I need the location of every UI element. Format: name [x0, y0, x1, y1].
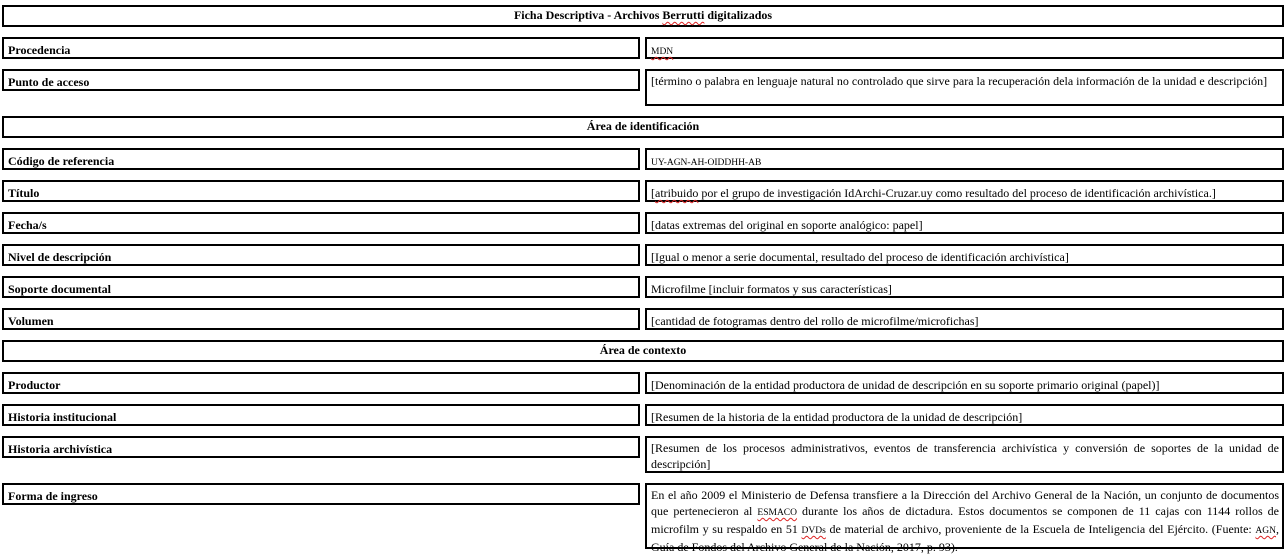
forma-ingreso-label: Forma de ingreso: [2, 483, 640, 505]
procedencia-text: MDN: [651, 47, 674, 57]
section-contexto-header: Área de contexto: [2, 340, 1284, 362]
forma-ingreso-agn: AGN: [1255, 526, 1277, 536]
fecha-value: [datas extremas del original en soporte analógico: papel]: [645, 212, 1284, 234]
historia-institucional-label: Historia institucional: [2, 404, 640, 426]
procedencia-label: Procedencia: [2, 37, 640, 59]
forma-ingreso-text-4: , Guía de Fondos del Archivo General de la Nación, 2017, p. 93).: [651, 522, 1280, 554]
historia-archivistica-value: [Resumen de los procesos administrativos, eventos de transferencia archivística y conversión de soportes de la unidad de descripción]: [645, 436, 1284, 473]
sheet-title-prefix: Ficha Descriptiva - Archivos: [513, 8, 663, 22]
sheet-title: [2, 5, 1284, 27]
punto-acceso-label: Punto de acceso: [2, 69, 640, 91]
nivel-value: [Igual o menor a serie documental, resultado del proceso de identificación archivística]: [645, 244, 1284, 266]
volumen-value: [cantidad de fotogramas dentro del rollo de microfilme/microfichas]: [645, 308, 1284, 330]
codigo-value: [645, 148, 1284, 170]
fecha-label: Fecha/s: [2, 212, 640, 234]
productor-label: Productor: [2, 372, 640, 394]
forma-ingreso-value: [645, 483, 1284, 554]
titulo-rest: por el grupo de investigación IdArchi-Cruzar.uy como resultado del proceso de identificación archivística.]: [698, 186, 1216, 200]
punto-acceso-value: [término o palabra en lenguaje natural no controlado que sirve para la recuperación dela información de la unidad e descripción]: [645, 69, 1284, 106]
historia-institucional-value: [Resumen de la historia de la entidad productora de la unidad de descripción]: [645, 404, 1284, 426]
forma-ingreso-dvds: DVDs: [801, 526, 826, 536]
codigo-label: Código de referencia: [2, 148, 640, 170]
forma-ingreso-text-2: durante los años de dictadura. Estos documentos se componen de 11 cajas con 1144 rollos de microfilm y su respaldo en 51: [651, 504, 1279, 536]
soporte-value: Microfilme [incluir formatos y sus características]: [645, 276, 1284, 298]
procedencia-value: [645, 37, 1284, 59]
codigo-text: UY-AGN-AH-OIDDHH-AB: [651, 158, 762, 168]
forma-ingreso-esmaco: ESMACO: [757, 508, 797, 518]
forma-ingreso-text-3: de material de archivo, proveniente de la Escuela de Inteligencia del Ejército. (Fuente:: [825, 522, 1256, 536]
titulo-value: [645, 180, 1284, 202]
nivel-label: Nivel de descripción: [2, 244, 640, 266]
titulo-label: Título: [2, 180, 640, 202]
sheet-title-name: Berrutti: [662, 8, 705, 22]
sheet-title-suffix: digitalizados: [704, 8, 773, 22]
titulo-word: atribuido: [655, 186, 699, 200]
titulo-open: [: [651, 186, 655, 200]
forma-ingreso-text-1: En el año 2009 el Ministerio de Defensa transfiere a la Dirección del Archivo General de la Nación, un conjunto de documentos que pertenecieron al: [651, 488, 1279, 518]
productor-value: [Denominación de la entidad productora de unidad de descripción en su soporte primario original (papel)]: [645, 372, 1284, 394]
volumen-label: Volumen: [2, 308, 640, 330]
soporte-label: Soporte documental: [2, 276, 640, 298]
section-identificacion-header: Área de identificación: [2, 116, 1284, 138]
historia-archivistica-label: Historia archivística: [2, 436, 640, 458]
